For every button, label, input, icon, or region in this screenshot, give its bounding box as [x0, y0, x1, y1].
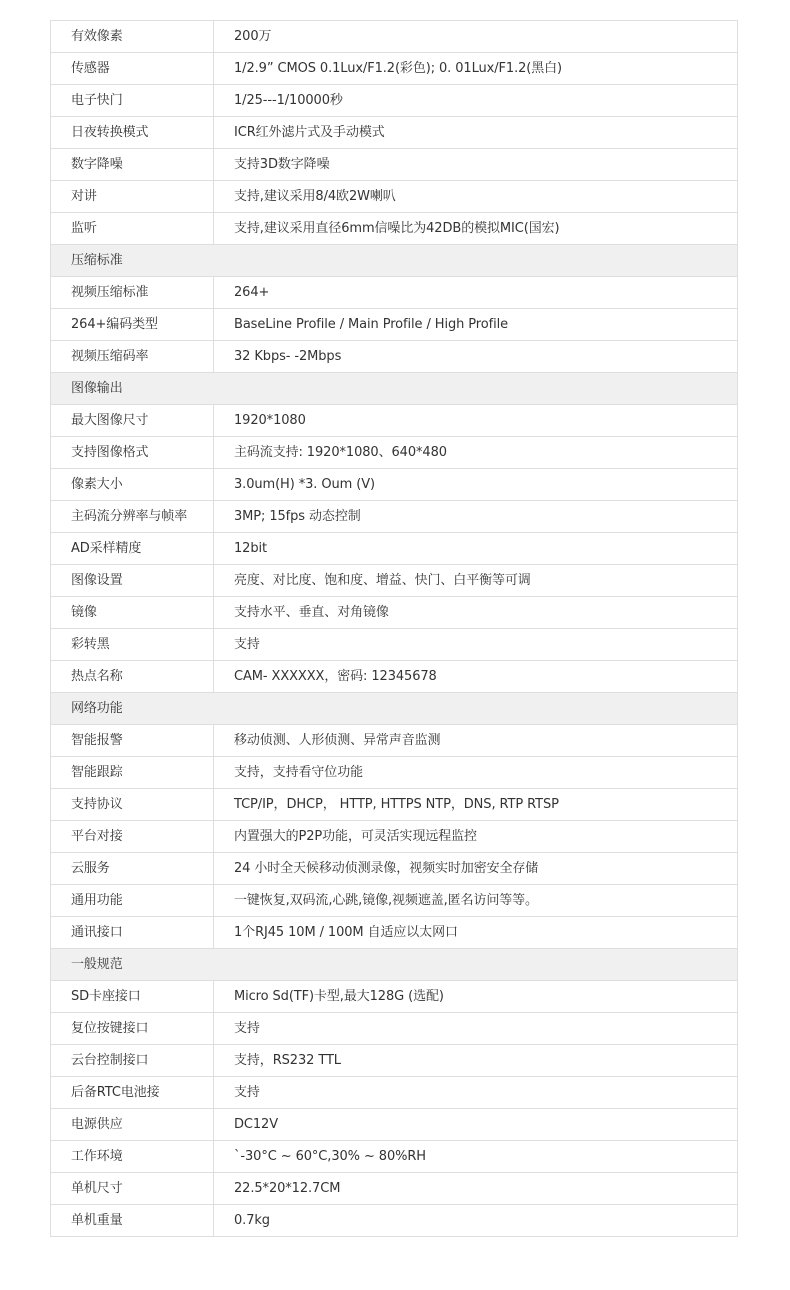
spec-label: 监听 [51, 213, 214, 245]
section-title: 压缩标准 [51, 245, 738, 277]
spec-label: 支持图像格式 [51, 437, 214, 469]
spec-label: 云台控制接口 [51, 1045, 214, 1077]
spec-label: 彩转黑 [51, 629, 214, 661]
spec-value: 200万 [214, 21, 738, 53]
spec-row [51, 309, 738, 341]
spec-row [51, 661, 738, 693]
spec-label: 视频压缩码率 [51, 341, 214, 373]
spec-label: 日夜转换模式 [51, 117, 214, 149]
spec-label: 传感器 [51, 53, 214, 85]
spec-table [50, 20, 738, 1237]
spec-row [51, 1109, 738, 1141]
spec-row [51, 1045, 738, 1077]
spec-value: 1/2.9” CMOS 0.1Lux/F1.2(彩色); 0. 01Lux/F1.2(黑白) [214, 53, 738, 85]
spec-row [51, 405, 738, 437]
spec-value: `-30°C ~ 60°C,30% ~ 80%RH [214, 1141, 738, 1173]
spec-row [51, 981, 738, 1013]
spec-value: 264+ [214, 277, 738, 309]
spec-value: DC12V [214, 1109, 738, 1141]
spec-row [51, 629, 738, 661]
spec-value: 亮度、对比度、饱和度、增益、快门、白平衡等可调 [214, 565, 738, 597]
spec-row [51, 565, 738, 597]
spec-label: 主码流分辨率与帧率 [51, 501, 214, 533]
spec-value: 支持3D数字降噪 [214, 149, 738, 181]
spec-row [51, 277, 738, 309]
section-header-row [51, 373, 738, 405]
spec-label: 支持协议 [51, 789, 214, 821]
spec-label: 单机尺寸 [51, 1173, 214, 1205]
spec-value: 12bit [214, 533, 738, 565]
spec-label: 264+编码类型 [51, 309, 214, 341]
section-header-row [51, 949, 738, 981]
spec-row [51, 469, 738, 501]
spec-label: 复位按键接口 [51, 1013, 214, 1045]
spec-label: 工作环境 [51, 1141, 214, 1173]
spec-row [51, 597, 738, 629]
spec-label: 镜像 [51, 597, 214, 629]
spec-row [51, 821, 738, 853]
spec-label: 单机重量 [51, 1205, 214, 1237]
spec-label: 视频压缩标准 [51, 277, 214, 309]
spec-row [51, 53, 738, 85]
spec-value: CAM- XXXXXX，密码: 12345678 [214, 661, 738, 693]
spec-value: 移动侦测、人形侦测、异常声音监测 [214, 725, 738, 757]
spec-label: AD采样精度 [51, 533, 214, 565]
section-title: 图像输出 [51, 373, 738, 405]
spec-label: 图像设置 [51, 565, 214, 597]
spec-row [51, 789, 738, 821]
spec-label: 智能报警 [51, 725, 214, 757]
spec-label: 后备RTC电池接 [51, 1077, 214, 1109]
spec-label: 电子快门 [51, 85, 214, 117]
spec-row [51, 885, 738, 917]
spec-row [51, 213, 738, 245]
spec-value: BaseLine Profile / Main Profile / High Profile [214, 309, 738, 341]
spec-value: TCP/IP，DHCP， HTTP, HTTPS NTP，DNS, RTP RTSP [214, 789, 738, 821]
spec-row [51, 21, 738, 53]
spec-label: 云服务 [51, 853, 214, 885]
spec-value: 一键恢复,双码流,心跳,镜像,视频遮盖,匿名访问等等。 [214, 885, 738, 917]
spec-value: 22.5*20*12.7CM [214, 1173, 738, 1205]
spec-value: 1920*1080 [214, 405, 738, 437]
spec-value: 支持,建议采用直径6mm信噪比为42DB的模拟MIC(国宏) [214, 213, 738, 245]
spec-table-body [51, 21, 738, 1237]
spec-row [51, 725, 738, 757]
spec-value: 主码流支持: 1920*1080、640*480 [214, 437, 738, 469]
spec-row [51, 1205, 738, 1237]
spec-value: 内置强大的P2P功能，可灵活实现远程监控 [214, 821, 738, 853]
spec-value: 支持,建议采用8/4欧2W喇叭 [214, 181, 738, 213]
spec-value: ICR红外滤片式及手动模式 [214, 117, 738, 149]
section-header-row [51, 693, 738, 725]
spec-label: 电源供应 [51, 1109, 214, 1141]
spec-row [51, 757, 738, 789]
spec-value: 支持水平、垂直、对角镜像 [214, 597, 738, 629]
spec-row [51, 917, 738, 949]
spec-row [51, 149, 738, 181]
spec-value: 1个RJ45 10M / 100M 自适应以太网口 [214, 917, 738, 949]
spec-row [51, 437, 738, 469]
spec-value: 支持，RS232 TTL [214, 1045, 738, 1077]
spec-value: 3.0um(H) *3. Oum (V) [214, 469, 738, 501]
spec-row [51, 501, 738, 533]
spec-row [51, 1077, 738, 1109]
spec-value: Micro Sd(TF)卡型,最大128G (选配) [214, 981, 738, 1013]
spec-label: 通讯接口 [51, 917, 214, 949]
spec-label: 最大图像尺寸 [51, 405, 214, 437]
spec-value: 0.7kg [214, 1205, 738, 1237]
spec-label: 平台对接 [51, 821, 214, 853]
spec-value: 支持 [214, 629, 738, 661]
section-header-row [51, 245, 738, 277]
spec-label: SD卡座接口 [51, 981, 214, 1013]
spec-label: 有效像素 [51, 21, 214, 53]
spec-row [51, 533, 738, 565]
spec-label: 数字降噪 [51, 149, 214, 181]
spec-row [51, 341, 738, 373]
spec-row [51, 117, 738, 149]
spec-row [51, 1173, 738, 1205]
spec-row [51, 1013, 738, 1045]
spec-row [51, 1141, 738, 1173]
spec-value: 3MP; 15fps 动态控制 [214, 501, 738, 533]
spec-value: 支持，支持看守位功能 [214, 757, 738, 789]
spec-value: 32 Kbps- -2Mbps [214, 341, 738, 373]
section-title: 一般规范 [51, 949, 738, 981]
spec-label: 通用功能 [51, 885, 214, 917]
spec-value: 1/25---1/10000秒 [214, 85, 738, 117]
spec-value: 支持 [214, 1077, 738, 1109]
spec-label: 像素大小 [51, 469, 214, 501]
spec-label: 热点名称 [51, 661, 214, 693]
spec-label: 对讲 [51, 181, 214, 213]
spec-label: 智能跟踪 [51, 757, 214, 789]
spec-value: 24 小时全天候移动侦测录像，视频实时加密安全存储 [214, 853, 738, 885]
spec-row [51, 853, 738, 885]
spec-row [51, 85, 738, 117]
spec-value: 支持 [214, 1013, 738, 1045]
section-title: 网络功能 [51, 693, 738, 725]
spec-row [51, 181, 738, 213]
